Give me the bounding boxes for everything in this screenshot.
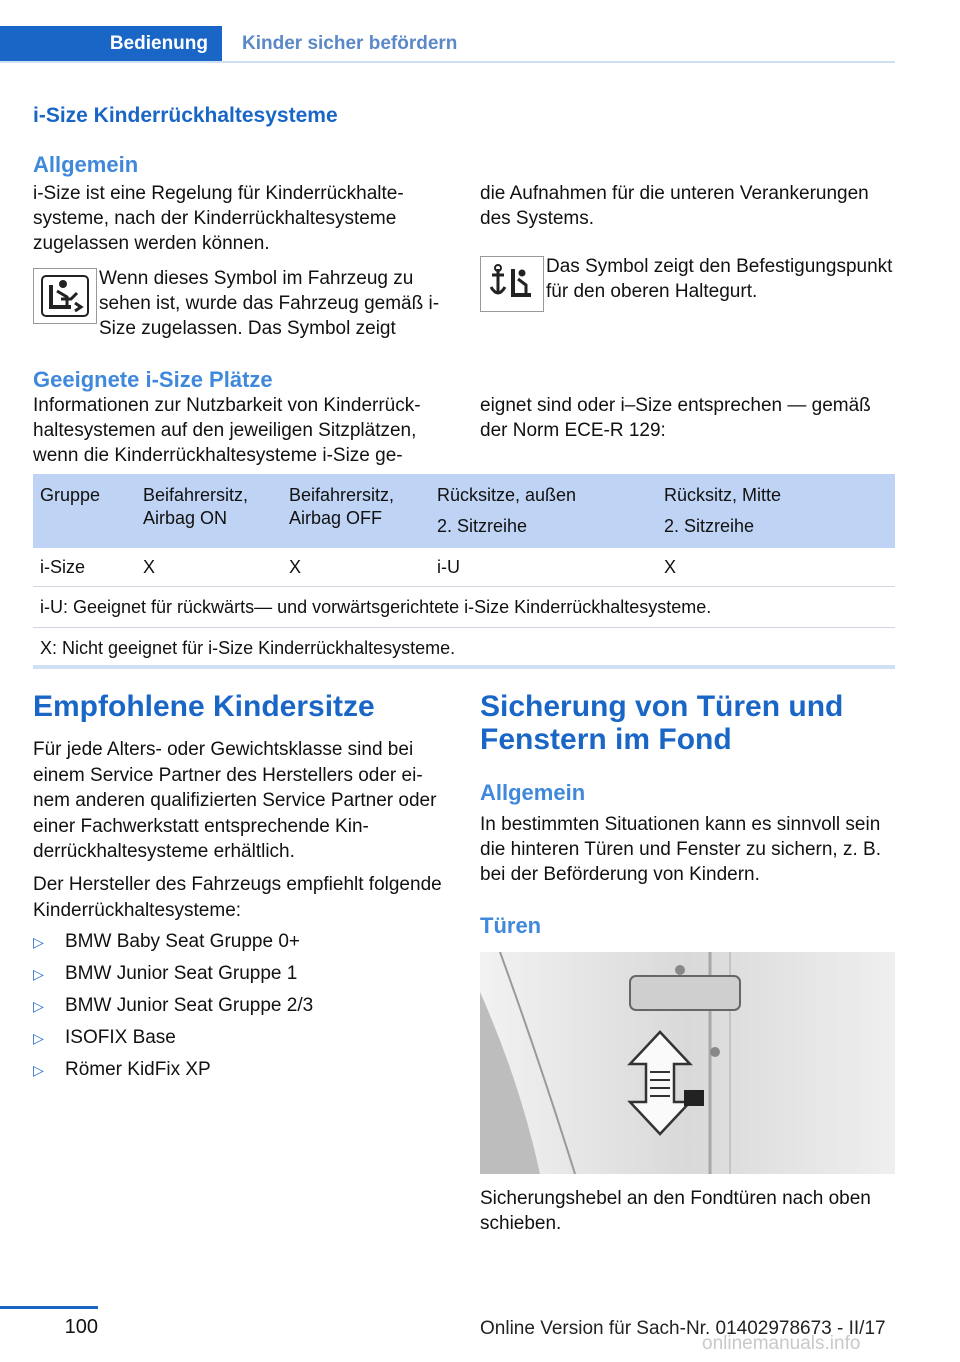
triangle-bullet-icon: ▷ [33, 966, 44, 982]
triangle-bullet-icon: ▷ [33, 998, 44, 1014]
triangle-bullet-icon: ▷ [33, 934, 44, 950]
table-note-row [33, 628, 895, 669]
list-item: ▷ BMW Baby Seat Gruppe 0+ [33, 926, 445, 958]
isize-places-table [33, 474, 895, 669]
list-item: ▷ Römer KidFix XP [33, 1054, 445, 1086]
table-header-cell: Rücksitze, außen 2. Sitzreihe [437, 474, 664, 548]
table-header-cell: Beifahrersitz, Airbag ON [143, 474, 289, 548]
triangle-bullet-icon: ▷ [33, 1062, 44, 1078]
table-note-x: X: Nicht geeignet für i-Size Kinderrückhaltesysteme. [33, 628, 895, 669]
isize-intro-text: i-Size ist eine Regelung für Kinderrückhaltesysteme, nach der Kinderrückhaltesysteme zugelassen werden können. [33, 183, 404, 254]
recommended-para-2: Der Hersteller des Fahrzeugs empfiehlt folgende Kinderrückhaltesysteme: [33, 874, 442, 921]
subheading-allgemein: Allgemein [33, 152, 139, 177]
watermark: onlinemanuals.info [702, 1333, 861, 1354]
isofix-seat-icon [33, 268, 97, 324]
door-lock-lever-illustration [480, 952, 895, 1174]
list-item: ▷ BMW Junior Seat Gruppe 1 [33, 958, 445, 990]
triangle-bullet-icon: ▷ [33, 1030, 44, 1046]
table-header-cell: Gruppe [33, 474, 143, 548]
tether-symbol-description: Das Symbol zeigt den Befestigungspunkt für den oberen Haltegurt. [546, 256, 893, 302]
top-tether-anchor-icon [480, 256, 544, 312]
places-intro-right: eignet sind oder i–Size entsprechen — gemäß der Norm ECE-R 129: [480, 395, 871, 441]
table-header-cell: Beifahrersitz, Airbag OFF [289, 474, 437, 548]
table-cell: i-Size [33, 548, 143, 587]
table-cell: X [664, 548, 895, 587]
list-item: ▷ ISOFIX Base [33, 1022, 445, 1054]
header-divider [0, 61, 895, 63]
table-header-cell: Rücksitz, Mitte 2. Sitzreihe [664, 474, 895, 548]
recommended-para-1: Für jede Alters- oder Gewichtsklasse sind bei einem Service Partner des Herstellers oder einem anderen qualifizierten Service Partner oder einer Fachwerkstatt entsprechende Kinderrückhaltesysteme erhältlich. [33, 739, 437, 862]
places-intro-left: Informationen zur Nutzbarkeit von Kinderrückhaltesystemen auf den jeweiligen Sitzplätzen, wenn die Kinderrückhaltesysteme i-Size ge- [33, 395, 421, 466]
subheading-allgemein-doors: Allgemein [480, 780, 586, 805]
table-bottom-rule [33, 665, 895, 669]
section-title-isize: i-Size Kinderrückhaltesysteme [33, 104, 338, 127]
tab-bedienung[interactable]: Bedienung [0, 26, 222, 62]
table-cell: X [143, 548, 289, 587]
page-number: 100 [64, 1316, 98, 1338]
isize-symbol-description: Wenn dieses Symbol im Fahrzeug zu sehen ist, wurde das Fahrzeug gemäß i-Size zugelassen. Das Symbol zeigt [99, 268, 440, 339]
subheading-geeignete-plaetze: Geeignete i-Size Plätze [33, 367, 273, 392]
footer-rule [0, 1306, 98, 1309]
online-version-text: Online Version für Sach-Nr. 01402978673 - II/17 [480, 1318, 886, 1339]
section-title-empfohlene-kindersitze: Empfohlene Kindersitze [33, 690, 375, 723]
table-note-row [33, 587, 895, 628]
section-title-sicherung-tueren: Sicherung von Türen und Fenstern im Fond [480, 690, 844, 756]
recommended-seat-list [33, 926, 445, 1086]
table-cell: X [289, 548, 437, 587]
table-header-row [33, 474, 895, 548]
tab-kinder-sicher-befoerdern[interactable]: Kinder sicher befördern [242, 33, 458, 54]
table-cell: i-U [437, 548, 664, 587]
subheading-tueren: Türen [480, 913, 542, 938]
doors-intro-text: In bestimmten Situationen kann es sinnvoll sein die hinteren Türen und Fenster zu sichern, z. B. bei der Beförderung von Kindern. [480, 814, 881, 885]
isize-anchor-text: die Aufnahmen für die unteren Verankerungen des Systems. [480, 183, 869, 229]
table-row [33, 548, 895, 587]
door-lever-caption: Sicherungshebel an den Fondtüren nach oben schieben. [480, 1188, 871, 1234]
list-item: ▷ BMW Junior Seat Gruppe 2/3 [33, 990, 445, 1022]
table-note-iu: i-U: Geeignet für rückwärts— und vorwärtsgerichtete i-Size Kinderrückhaltesysteme. [33, 587, 895, 628]
